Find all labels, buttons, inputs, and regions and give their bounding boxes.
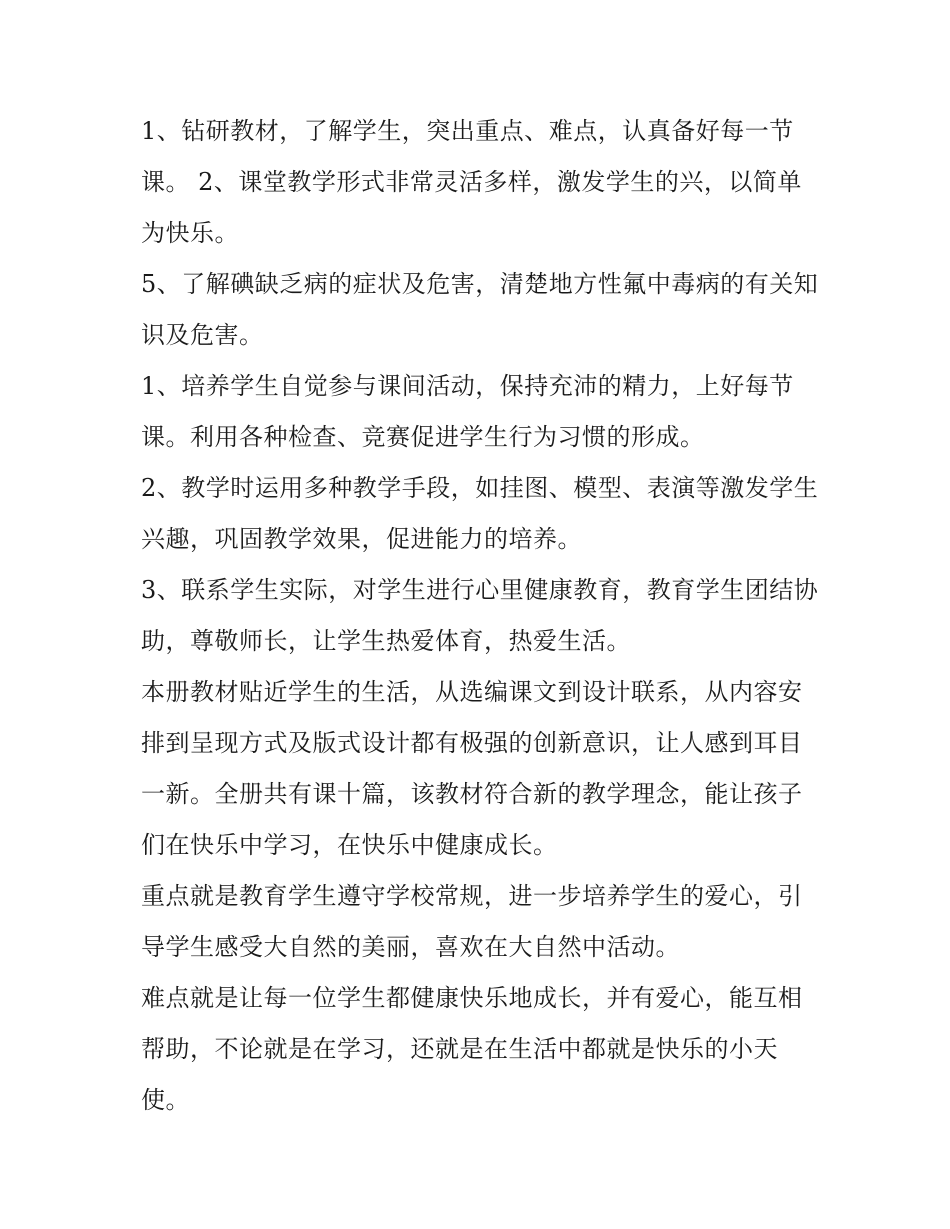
paragraph-1: 1、钻研教材，了解学生，突出重点、难点，认真备好每一节课。 2、课堂教学形式非常灵活多样，激发学生的兴，以简单为快乐。 [141, 117, 802, 247]
document-body [141, 106, 821, 1126]
paragraph-3: 1、培养学生自觉参与课间活动，保持充沛的精力，上好每节课。利用各种检查、竞赛促进学生行为习惯的形成。 [141, 372, 794, 451]
paragraph-6: 本册教材贴近学生的生活，从选编课文到设计联系，从内容安排到呈现方式及版式设计都有极强的创新意识，让人感到耳目一新。全册共有课十篇，该教材符合新的教学理念，能让孩子们在快乐中学习，在快乐中健康成长。 [141, 678, 803, 859]
paragraph-8: 难点就是让每一位学生都健康快乐地成长，并有爱心，能互相帮助，不论就是在学习，还就是在生活中都就是快乐的小天使。 [141, 984, 803, 1114]
paragraph-5: 3、联系学生实际，对学生进行心里健康教育，教育学生团结协助，尊敬师长，让学生热爱体育，热爱生活。 [141, 576, 819, 655]
paragraph-2: 5、了解碘缺乏病的症状及危害，清楚地方性氟中毒病的有关知识及危害。 [141, 270, 819, 349]
paragraph-4: 2、教学时运用多种教学手段，如挂图、模型、表演等激发学生兴趣，巩固教学效果，促进能力的培养。 [141, 474, 819, 553]
paragraph-7: 重点就是教育学生遵守学校常规，进一步培养学生的爱心，引导学生感受大自然的美丽，喜欢在大自然中活动。 [141, 882, 803, 961]
